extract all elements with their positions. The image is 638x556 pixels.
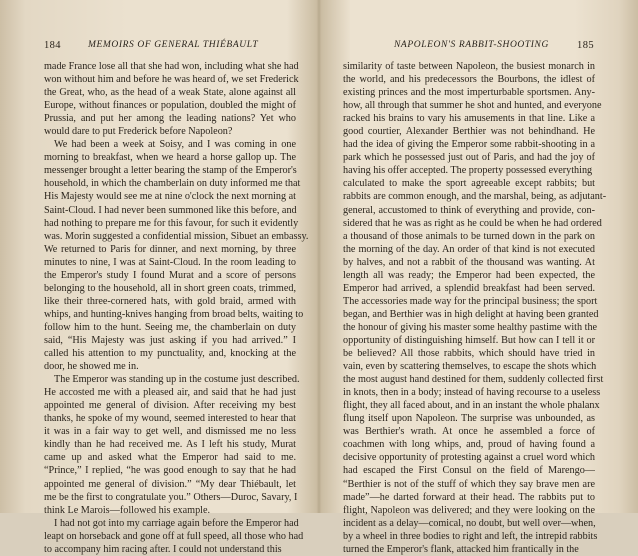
left-running-head: [44, 40, 296, 54]
text-line: the world, and his predecessors the Bourbons, the idlest of: [343, 74, 595, 86]
text-line: came up and asked what the Emperor had said to me.: [44, 452, 296, 464]
text-line: decisive opportunity of protesting against a cruel word which: [343, 452, 595, 464]
text-line: belonging to the household, all in short green coats, trimmed,: [44, 282, 296, 294]
text-line: Prussia, and put her among the leading nations? Yet who: [44, 113, 296, 125]
text-line: was Berthier's wrath. At once he assembled a force of: [343, 426, 595, 438]
text-line: to accompany him racing after. I could not understand this: [44, 543, 282, 555]
text-line: messenger brought a letter bearing the stamp of the Emperor's: [44, 165, 297, 177]
text-line: had the idea of giving the Emperor some rabbit-shooting in a: [343, 139, 595, 151]
text-line: park which he possessed just out of Paris, and had the joy of: [343, 152, 595, 164]
right-page: [319, 0, 638, 555]
text-line: good courtier, Alexander Berthier was not behindhand. He: [343, 126, 595, 138]
text-line: was. Morin suggested a confidential mission, Sibuet an embassy.: [44, 230, 309, 242]
text-line: a thousand of those animals to be turned down in the park on: [343, 230, 595, 242]
text-line: began, and Berthier was in high delight at having been granted: [343, 308, 599, 320]
text-line: morning to breakfast, when we heard a horse gallop up. The: [44, 152, 296, 164]
text-line: He accosted me with a pleased air, and said that he had just: [44, 387, 296, 399]
text-line: flight, Napoleon was delivered; and they were looking on the: [343, 504, 595, 516]
text-line: length all was ready; the Emperor had been expected, the: [343, 269, 595, 281]
text-line: household, in which the chamberlain on duty informed me that: [44, 178, 301, 190]
text-line: similarity of taste between Napoleon, the busiest monarch in: [343, 61, 595, 72]
text-line: appointed me general of division. After receiving my best: [44, 400, 296, 412]
text-line: had nothing to prepare me for this favour, for such it evidently: [44, 217, 299, 229]
right-page-number: 185: [577, 40, 594, 51]
text-line: called his attention to my punctuality, and, knocking at the: [44, 348, 296, 360]
text-line: it was in a fair way to get well, and dismissed me no less: [44, 426, 296, 438]
left-page-number: 184: [44, 40, 61, 51]
right-body-text: [343, 60, 607, 556]
text-line: thanks, he spoke of my wound, seemed interested to hear that: [44, 413, 296, 425]
left-running-title: MEMOIRS OF GENERAL THIÉBAULT: [88, 40, 259, 50]
text-line: in knots, then in a body; instead of having recourse to a useless: [343, 387, 601, 399]
text-line: minutes to nine, I was at Saint-Cloud. In the room leading to: [44, 256, 296, 268]
text-line: the morning of the day. An order of that kind is not executed: [343, 243, 595, 255]
text-line: think Le Marois—followed his example.: [44, 504, 211, 516]
text-line: I had not got into my carriage again before the Emperor had: [54, 517, 299, 529]
text-line: leapt on horseback and gone off at full speed, all those who had: [44, 530, 304, 542]
text-line: like their three-cornered hats, with gold braid, armed with: [44, 295, 296, 307]
text-line: sidered that he was as right as he could be when he had ordered: [343, 217, 602, 229]
left-page: [0, 0, 319, 555]
text-line: opportunity of distinguishing himself. But how can I tell it or: [343, 334, 595, 346]
text-line: be believed? All those rabbits, which should have tried in: [343, 348, 595, 360]
text-line: Europe, without finances or population, doubled the might of: [44, 100, 296, 112]
text-line: having his offer accepted. The property possessed everything: [343, 165, 593, 177]
text-line: by a wheel in three bodies to right and left, the intrepid rabbits: [343, 530, 598, 542]
text-line: would dare to put Frederick before Napoleon?: [44, 126, 233, 138]
text-line: won without him and before he was heard of, we set Frederick: [44, 74, 299, 86]
text-line: made”—he darted forward at their head. The rabbits put to: [343, 491, 595, 503]
text-line: flight, they all faced about, and in an instant the whole phalanx: [343, 400, 600, 412]
right-running-head: [344, 40, 594, 54]
right-running-title: NAPOLEON'S RABBIT-SHOOTING: [394, 40, 549, 50]
text-line: appointed me general of division.” “My dear Thiébault, let: [44, 478, 296, 490]
text-line: racked his brains to vary his amusements in that line. Like a: [343, 113, 595, 125]
text-line: the honour of giving his master some healthy pastime with the: [343, 321, 598, 333]
text-line: kindly than he had received me. As I left his study, Murat: [44, 439, 296, 451]
text-line: door, he showed me in.: [44, 361, 139, 373]
text-line: had escaped the First Consul on the field of Marengo—: [343, 465, 595, 477]
text-line: His Majesty would see me at nine o'clock the next morning at: [44, 191, 296, 203]
text-line: incident as a delay—comical, no doubt, but well over—when,: [343, 517, 596, 529]
text-line: me be the first to congratulate you.” Others—Duroc, Savary, I: [44, 491, 298, 503]
text-line: existing princes and the most imperturbable sportsmen. Any-: [343, 87, 595, 99]
text-line: “Prince,” I replied, “he was good enough to say that he had: [44, 465, 296, 477]
text-line: rabbits are common enough, and the marshal, being, as adjutant-: [343, 191, 607, 203]
text-line: vain, even by scattering themselves, to escape the shots which: [343, 361, 597, 373]
text-line: general, accustomed to think of everything and provide, con-: [343, 204, 595, 216]
text-line: turned the Emperor's flank, attacked him frantically in the: [343, 543, 579, 555]
text-line: coachmen with long whips, and, proud of having found a: [343, 439, 595, 451]
text-line: “Berthier is not of the stuff of which they say brave men are: [343, 478, 595, 490]
text-line: Saint-Cloud. I had never been summoned like this before, and: [44, 204, 297, 216]
text-line: said, “His Majesty was just asking if you had arrived.” I: [44, 334, 296, 346]
text-line: by halves, and not a rabbit of the thousand was wanting. At: [343, 256, 595, 268]
text-line: Emperor had arrived, a splendid breakfast had been served.: [343, 282, 595, 294]
text-line: follow him to the hunt. Seeing me, the chamberlain on duty: [44, 321, 296, 333]
text-line: The Emperor was standing up in the costume just described.: [54, 374, 300, 386]
text-line: how, all through that summer he shot and hunted, and everyone: [343, 100, 602, 112]
text-line: the most august hand destined for them, suddenly collected first: [343, 374, 604, 386]
text-line: made France lose all that she had won, including what she had: [44, 61, 299, 72]
text-line: flung itself upon Napoleon. The surprise was unbounded, as: [343, 413, 595, 425]
text-line: the Great, who, as the head of a weak State, alone against all: [44, 87, 296, 99]
text-line: We returned to Paris for dinner, and next morning, by three: [44, 243, 296, 255]
text-line: whips, and hunting-knives hanging from broad belts, waiting to: [44, 308, 304, 320]
left-body-text: [44, 60, 309, 556]
text-line: calculated to make the sport agreeable except rabbits; but: [343, 178, 595, 190]
text-line: We had been a week at Soisy, and I was coming in one: [54, 139, 296, 151]
text-line: the Emperor's study I found Murat and a score of persons: [44, 269, 296, 281]
text-line: The accessories made way for the principal business; the sport: [343, 295, 598, 307]
